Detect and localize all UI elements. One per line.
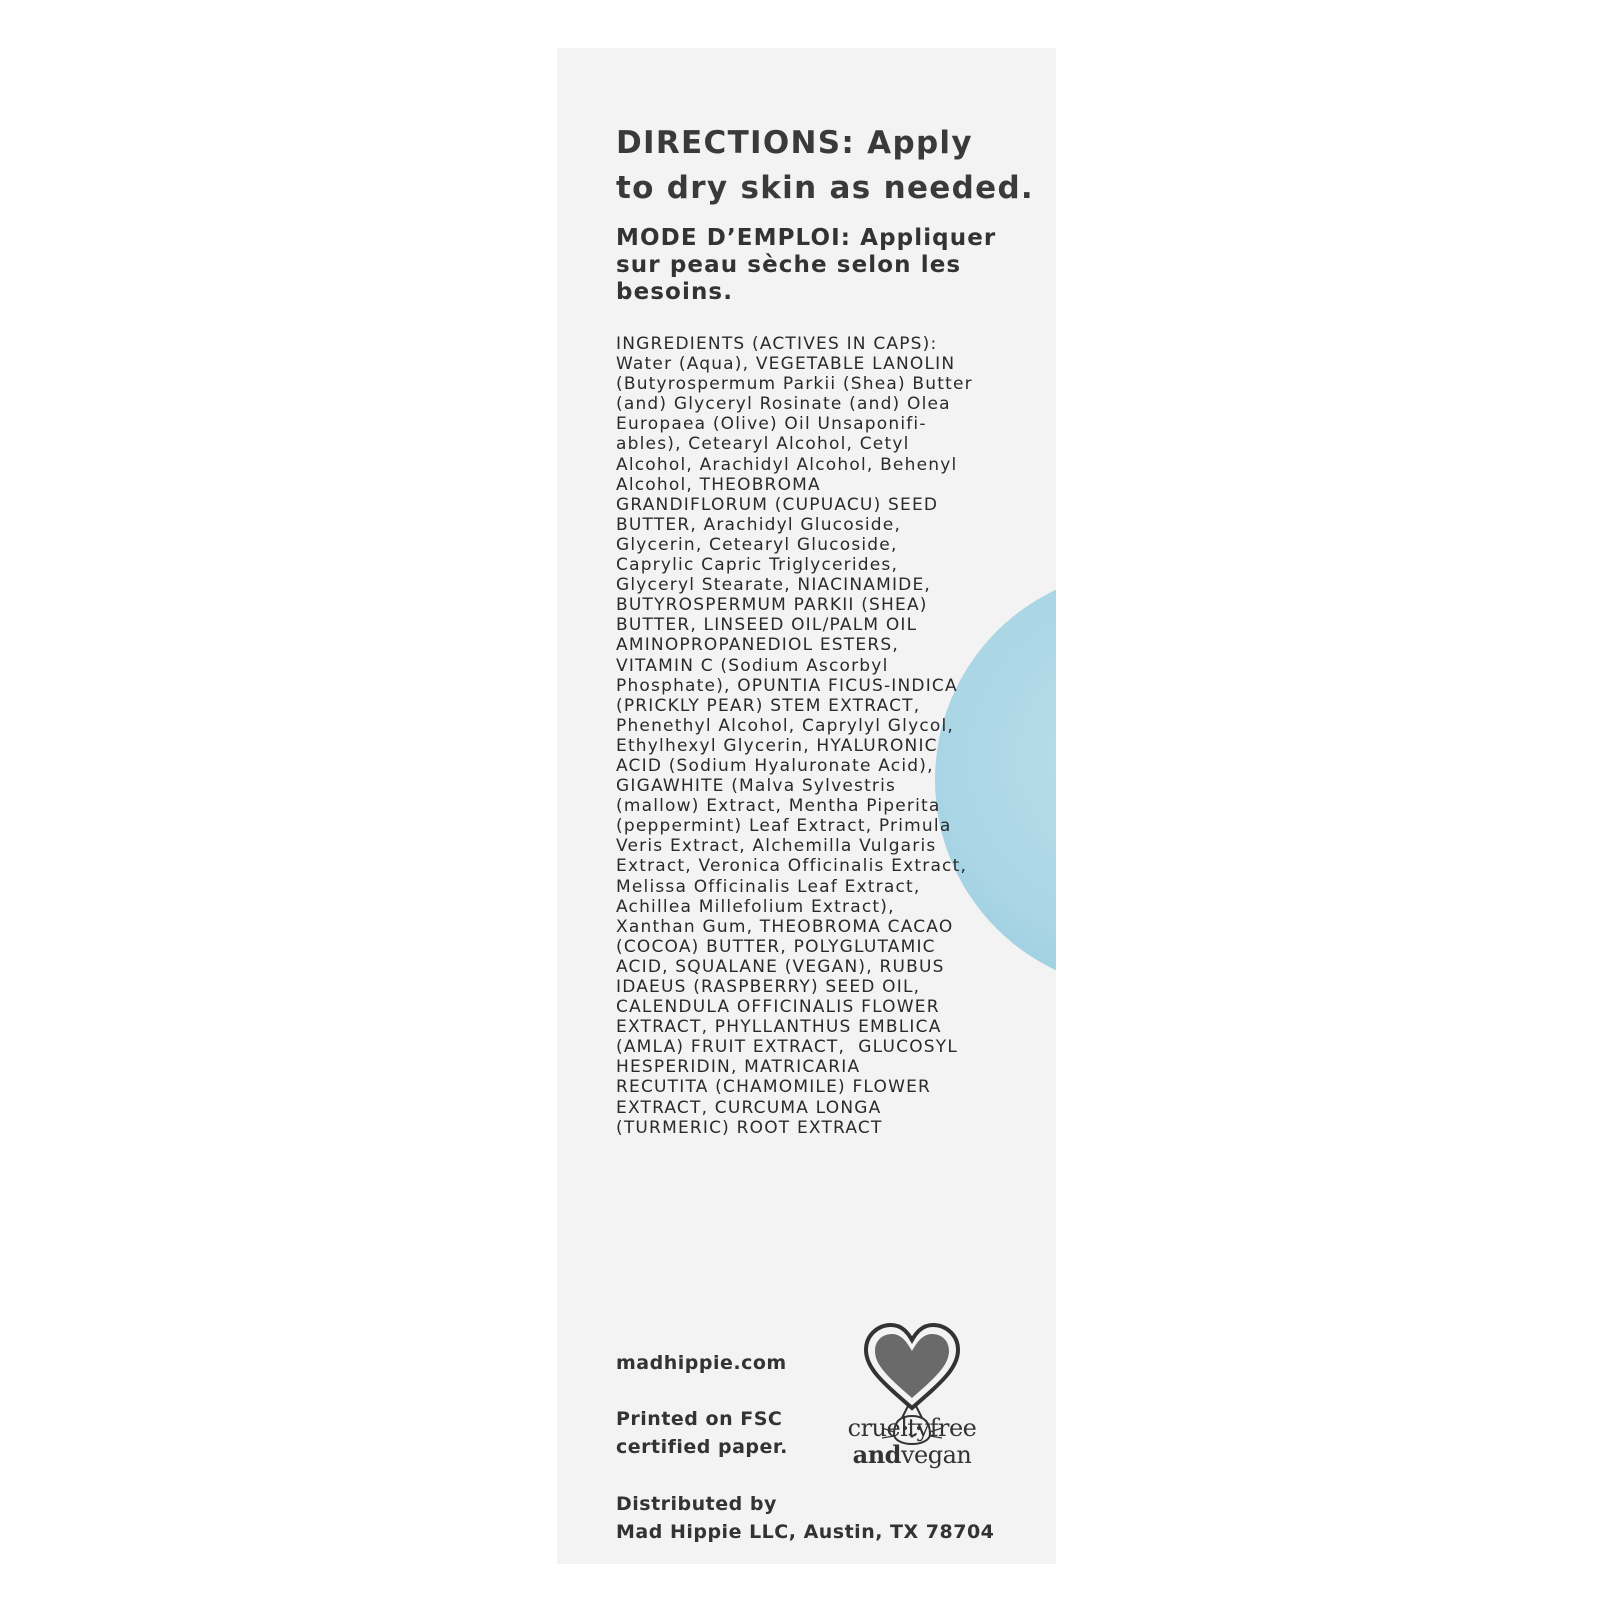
distributor-text: Distributed by Mad Hippie LLC, Austin, TX 78704 [616, 1493, 995, 1543]
ingredients-list: INGREDIENTS (ACTIVES IN CAPS): Water (Aqua), VEGETABLE LANOLIN (Butyrospermum Parkii (Shea) Butter (and) Glyceryl Rosinate (and) Olea Europaea (Olive) Oil Unsaponifi- ables), Cetearyl Alcohol, Cetyl Alcohol, Arachidyl Alcohol, Behenyl Alcohol, THEOBROMA GRANDIFLORUM (CUPUACU) SEED BUTTER, Arachidyl Glucoside, Glycerin, Cetearyl Glucoside, Caprylic Capric Triglycerides, Glyceryl Stearate, NIACINAMIDE, BUTYROSPERMUM PARKII (SHEA) BUTTER, LINSEED OIL/PALM OIL AMINOPROPANEDIOL ESTERS, VITAMIN C (Sodium Ascorbyl Phosphate), OPUNTIA FICUS-INDICA (PRICKLY PEAR) STEM EXTRACT, Phenethyl Alcohol, Caprylyl Glycol, Ethylhexyl Glycerin, HYALURONIC ACID (Sodium Hyaluronate Acid), GIGAWHITE (Malva Sylvestris (mallow) Extract, Mentha Piperita (peppermint) Leaf Extract, Primula Veris Extract, Alchemilla Vulgaris Extract, Veronica Officinalis Extract, Melissa Officinalis Leaf Extract, Achillea Millefolium Extract), Xanthan Gum, THEOBROMA CACAO (COCOA) BUTTER, POLYGLUTAMIC ACID, SQUALANE (VEGAN), RUBUS IDAEUS (RASPBERRY) SEED OIL, CALENDULA OFFICINALIS FLOWER EXTRACT, PHYLLANTHUS EMBLICA (AMLA) FRUIT EXTRACT, GLUCOSYL HESPERIDIN, MATRICARIA RECUTITA (CHAMOMILE) FLOWER EXTRACT, CURCUMA LONGA (TURMERIC) ROOT EXTRACT [616, 334, 973, 1138]
fsc-note: Printed on FSC certified paper. [616, 1408, 788, 1458]
logo-line-2: andvegan [852, 1440, 972, 1469]
website-text: madhippie.com [616, 1352, 787, 1374]
mode-emploi-text: MODE D’EMPLOI: Appliquer sur peau sèche selon les besoins. [616, 225, 997, 305]
logo-line-1: crueltyfree [847, 1414, 977, 1442]
directions-text: DIRECTIONS: Apply to dry skin as needed. [616, 125, 1035, 206]
